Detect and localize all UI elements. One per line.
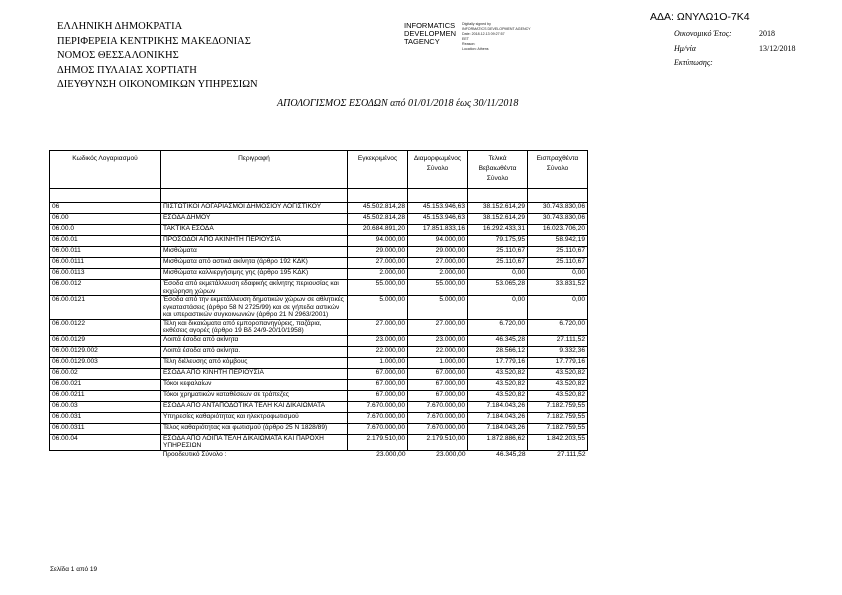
formed-cell: 17.851.833,16 [408, 225, 468, 236]
description-cell: Τόκοι χρηματικών καταθέσεων σε τράπεζες [161, 390, 348, 401]
formed-cell: 7.670.000,00 [408, 412, 468, 423]
collected-cell: 0,00 [528, 269, 588, 280]
approved-cell: 2.000,00 [348, 269, 408, 280]
formed-cell: 7.670.000,00 [408, 401, 468, 412]
table-subtotal [50, 450, 588, 461]
document-meta [674, 27, 795, 71]
account-code-cell: 06.00.03 [50, 401, 161, 412]
signature-line: TAGENCY [404, 37, 440, 46]
account-code-cell: 06.00.012 [50, 280, 161, 296]
certified-cell: 28.566,12 [468, 346, 528, 357]
collected-cell: 30.743.830,06 [528, 214, 588, 225]
description-cell: Τέλη διέλευσης από κόμβους [161, 357, 348, 368]
table-row [50, 335, 588, 346]
description-cell: Έσοδα από εκμετάλλευση εδαφικής ακίνητης περιουσίας και εκχώρηση χώρων [161, 280, 348, 296]
certified-cell: 7.184.043,26 [468, 401, 528, 412]
certified-cell: 46.345,28 [468, 335, 528, 346]
header-line: ΔΗΜΟΣ ΠΥΛΑΙΑΣ ΧΟΡΤΙΑΤΗ [57, 64, 197, 76]
certified-cell: 17.779,16 [468, 357, 528, 368]
spacer-cell [528, 189, 588, 203]
formed-cell: 22.000,00 [408, 346, 468, 357]
formed-cell: 5.000,00 [408, 296, 468, 320]
table-row [50, 258, 588, 269]
certified-cell: 25.110,67 [468, 247, 528, 258]
table-row [50, 357, 588, 368]
certified-cell: 16.292.433,31 [468, 225, 528, 236]
collected-cell: 6.720,00 [528, 319, 588, 335]
description-cell: ΠΡΟΣΟΔΟΙ ΑΠΟ ΑΚΙΝΗΤΗ ΠΕΡΙΟΥΣΙΑ [161, 236, 348, 247]
meta-value: 2018 [759, 29, 775, 38]
page-title: ΑΠΟΛΟΓΙΣΜΟΣ ΕΣΟΔΩΝ από 01/01/2018 έως 30/11/2018 [277, 98, 519, 109]
approved-cell: 55.000,00 [348, 280, 408, 296]
column-header: Εισπραχθέντα Σύνολο [528, 151, 588, 189]
formed-cell: 23.000,00 [408, 335, 468, 346]
approved-cell: 67.000,00 [348, 368, 408, 379]
column-header: Εγκεκριμένος [348, 151, 408, 189]
formed-cell: 2.000,00 [408, 269, 468, 280]
table-row [50, 269, 588, 280]
account-code-cell: 06.00.01 [50, 236, 161, 247]
certified-cell: 25.110,67 [468, 258, 528, 269]
collected-cell: 25.110,67 [528, 258, 588, 269]
organization-header [57, 20, 258, 93]
table-row [50, 401, 588, 412]
table-row [50, 214, 588, 225]
header-line: ΔΙΕΥΘΥΝΣΗ ΟΙΚΟΝΟΜΙΚΩΝ ΥΠΗΡΕΣΙΩΝ [57, 79, 258, 91]
account-code-cell: 06.00.021 [50, 379, 161, 390]
table-row [50, 379, 588, 390]
approved-cell: 94.000,00 [348, 236, 408, 247]
certified-cell: 43.520,82 [468, 390, 528, 401]
subtotal-collected: 27.111,52 [557, 450, 586, 458]
table-row [50, 319, 588, 335]
table-row [50, 225, 588, 236]
meta-label: Εκτύπωσης: [674, 58, 713, 67]
table-spacer-row [50, 189, 588, 203]
description-cell: Τέλη και δικαιώματα από εμποροπανηγύρεις, παζάρια, εκθέσεις αγορές (άρθρο 19 Βδ 24/9-20/10/1958) [161, 319, 348, 335]
column-header: Περιγραφή [161, 151, 348, 189]
signature-line: INFORMATICS [404, 21, 456, 30]
account-code-cell: 06.00.0122 [50, 319, 161, 335]
subtotal-label: Προοδευτικό Σύνολο : [162, 450, 227, 458]
description-cell: Έσοδα από την εκμετάλλευση δημοτικών χώρων σε αθλητικές εγκαταστάσεις (άρθρο 58 Ν 2725/99) και σε γήπεδα αστικών και υπεραστικών συγκοινωνιών (άρθρο 21 Ν 2963/2001) [161, 296, 348, 320]
approved-cell: 7.670.000,00 [348, 401, 408, 412]
meta-label: Ημ/νία [674, 43, 696, 53]
spacer-cell [161, 189, 348, 203]
subtotal-blank [50, 450, 161, 461]
column-header: Διαμορφωμένος Σύνολο [408, 151, 468, 189]
certified-cell: 43.520,82 [468, 368, 528, 379]
table-row [50, 434, 588, 450]
description-cell: Λοιπά έσοδα από ακίνητα. [161, 346, 348, 357]
formed-cell: 27.000,00 [408, 258, 468, 269]
account-code-cell: 06.00.0129 [50, 335, 161, 346]
certified-cell: 0,00 [468, 296, 528, 320]
certified-cell: 43.520,82 [468, 379, 528, 390]
collected-cell: 17.779,16 [528, 357, 588, 368]
subtotal-certified: 46.345,28 [496, 450, 526, 458]
certified-cell: 38.152.614,29 [468, 203, 528, 214]
table-header-row [50, 151, 588, 189]
table-body [50, 203, 588, 451]
approved-cell: 67.000,00 [348, 390, 408, 401]
certified-cell: 79.175,95 [468, 236, 528, 247]
certified-cell: 6.720,00 [468, 319, 528, 335]
account-code-cell: 06.00.02 [50, 368, 161, 379]
spacer-cell [408, 189, 468, 203]
collected-cell: 16.023.706,20 [528, 225, 588, 236]
account-code-cell: 06.00.0 [50, 225, 161, 236]
approved-cell: 5.000,00 [348, 296, 408, 320]
collected-cell: 30.743.830,06 [528, 203, 588, 214]
approved-cell: 29.000,00 [348, 247, 408, 258]
collected-cell: 1.842.203,55 [528, 434, 588, 450]
collected-cell: 0,00 [528, 296, 588, 320]
signature-detail-line: EET [462, 37, 469, 41]
spacer-cell [468, 189, 528, 203]
page-footer: Σελίδα 1 από 19 [50, 566, 98, 573]
account-code-cell: 06.00.0113 [50, 269, 161, 280]
signature-detail-line: INFORMATICS DEVELOPMENT AGENCY [462, 27, 531, 31]
meta-label: Οικονομικό Έτος: [674, 29, 732, 38]
certified-cell: 7.184.043,26 [468, 412, 528, 423]
meta-value: 13/12/2018 [759, 43, 796, 53]
collected-cell: 7.182.759,55 [528, 401, 588, 412]
subtotal-formed: 23.000,00 [436, 450, 466, 458]
subtotal-approved: 23.000,00 [376, 450, 406, 458]
formed-cell: 2.179.510,00 [408, 434, 468, 450]
header-line: ΕΛΛΗΝΙΚΗ ΔΗΜΟΚΡΑΤΙΑ [57, 21, 183, 32]
description-cell: Μισθώματα [161, 247, 348, 258]
signature-detail-line: Reason: [462, 42, 476, 46]
account-code-cell: 06 [50, 203, 161, 214]
table-row [50, 368, 588, 379]
description-cell: Τέλος καθαριότητας και φωτισμού (άρθρο 25 Ν 1828/89) [161, 423, 348, 434]
formed-cell: 45.153.946,63 [408, 214, 468, 225]
signature-detail-line: Location: Athens [462, 47, 489, 51]
description-cell: ΠΙΣΤΩΤΙΚΟΙ ΛΟΓΑΡΙΑΣΜΟΙ ΔΗΜΟΣΙΟΥ ΛΟΓΙΣΤΙΚΟΥ [161, 203, 348, 214]
account-code-cell: 06.00.04 [50, 434, 161, 450]
collected-cell: 9.332,36 [528, 346, 588, 357]
signature-line: DEVELOPMEN [404, 29, 457, 38]
header-line: ΠΕΡΙΦΕΡΕΙΑ ΚΕΝΤΡΙΚΗΣ ΜΑΚΕΔΟΝΙΑΣ [57, 35, 251, 47]
column-header: Κωδικός Λογαριασμού [50, 151, 161, 189]
description-cell: ΤΑΚΤΙΚΑ ΕΣΟΔΑ [161, 225, 348, 236]
account-code-cell: 06.00.011 [50, 247, 161, 258]
collected-cell: 43.520,82 [528, 379, 588, 390]
meta-row [674, 56, 795, 71]
account-code-cell: 06.00.0311 [50, 423, 161, 434]
formed-cell: 45.153.946,63 [408, 203, 468, 214]
description-cell: Υπηρεσίες καθαριότητας και ηλεκτροφωτισμού [161, 412, 348, 423]
account-code-cell: 06.00.0111 [50, 258, 161, 269]
approved-cell: 67.000,00 [348, 379, 408, 390]
description-cell: ΕΣΟΔΑ ΑΠΟ ΛΟΙΠΑ ΤΕΛΗ ΔΙΚΑΙΩΜΑΤΑ ΚΑΙ ΠΑΡΟΧΗ ΥΠΗΡΕΣΙΩΝ [161, 434, 348, 450]
digital-signature [404, 22, 456, 46]
description-cell: ΕΣΟΔΑ ΑΠΟ ΚΙΝΗΤΗ ΠΕΡΙΟΥΣΙΑ [161, 368, 348, 379]
description-cell: ΕΣΟΔΑ ΑΠΟ ΑΝΤΑΠΟΔΟΤΙΚΑ ΤΕΛΗ ΚΑΙ ΔΙΚΑΙΩΜΑΤΑ [161, 401, 348, 412]
approved-cell: 27.000,00 [348, 319, 408, 335]
signature-detail-line: Date: 2018.12.13 09:27:57 [462, 32, 505, 36]
approved-cell: 45.502.814,28 [348, 214, 408, 225]
subtotal-row [50, 450, 588, 461]
table-row [50, 280, 588, 296]
formed-cell: 94.000,00 [408, 236, 468, 247]
meta-row [674, 42, 795, 57]
table-row [50, 346, 588, 357]
ada-code: ΑΔΑ: ΩΝΥΛΩ1Ο-7Κ4 [650, 11, 750, 23]
account-code-cell: 06.00.0129.003 [50, 357, 161, 368]
approved-cell: 27.000,00 [348, 258, 408, 269]
certified-cell: 7.184.043,26 [468, 423, 528, 434]
collected-cell: 43.520,82 [528, 390, 588, 401]
revenue-table [49, 150, 588, 461]
formed-cell: 27.000,00 [408, 319, 468, 335]
approved-cell: 1.000,00 [348, 357, 408, 368]
table-row [50, 296, 588, 320]
account-code-cell: 06.00.0121 [50, 296, 161, 320]
approved-cell: 2.179.510,00 [348, 434, 408, 450]
description-cell: ΕΣΟΔΑ ΔΗΜΟΥ [161, 214, 348, 225]
table-row [50, 247, 588, 258]
description-cell: Μισθώματα από αστικά ακίνητα (άρθρο 192 ΚΔΚ) [161, 258, 348, 269]
signature-details [462, 22, 531, 52]
formed-cell: 1.000,00 [408, 357, 468, 368]
collected-cell: 7.182.759,55 [528, 423, 588, 434]
formed-cell: 67.000,00 [408, 390, 468, 401]
header-line: ΝΟΜΟΣ ΘΕΣΣΑΛΟΝΙΚΗΣ [57, 50, 179, 62]
collected-cell: 25.110,67 [528, 247, 588, 258]
collected-cell: 27.111,52 [528, 335, 588, 346]
description-cell: Τόκοι κεφαλαίων [161, 379, 348, 390]
approved-cell: 23.000,00 [348, 335, 408, 346]
table-row [50, 236, 588, 247]
signature-detail-line: Digitally signed by [462, 22, 491, 26]
certified-cell: 0,00 [468, 269, 528, 280]
table-row [50, 390, 588, 401]
formed-cell: 7.670.000,00 [408, 423, 468, 434]
collected-cell: 58.942,19 [528, 236, 588, 247]
spacer-cell [50, 189, 161, 203]
certified-cell: 38.152.614,29 [468, 214, 528, 225]
approved-cell: 7.670.000,00 [348, 412, 408, 423]
account-code-cell: 06.00 [50, 214, 161, 225]
collected-cell: 7.182.759,55 [528, 412, 588, 423]
description-cell: Μισθώματα καλλιεργήσιμης γης (άρθρο 195 ΚΔΚ) [161, 269, 348, 280]
meta-row [674, 27, 795, 42]
account-code-cell: 06.00.0129.002 [50, 346, 161, 357]
collected-cell: 43.520,82 [528, 368, 588, 379]
table-row [50, 203, 588, 214]
table-row [50, 412, 588, 423]
approved-cell: 45.502.814,28 [348, 203, 408, 214]
spacer-cell [348, 189, 408, 203]
description-cell: Λοιπά έσοδα από ακίνητα [161, 335, 348, 346]
certified-cell: 1.872.886,62 [468, 434, 528, 450]
approved-cell: 7.670.000,00 [348, 423, 408, 434]
formed-cell: 29.000,00 [408, 247, 468, 258]
column-header: Τελικά Βεβαιωθέντα Σύνολο [468, 151, 528, 189]
formed-cell: 55.000,00 [408, 280, 468, 296]
collected-cell: 33.831,52 [528, 280, 588, 296]
approved-cell: 20.684.891,20 [348, 225, 408, 236]
certified-cell: 53.065,28 [468, 280, 528, 296]
formed-cell: 67.000,00 [408, 379, 468, 390]
approved-cell: 22.000,00 [348, 346, 408, 357]
account-code-cell: 06.00.0211 [50, 390, 161, 401]
table-row [50, 423, 588, 434]
account-code-cell: 06.00.031 [50, 412, 161, 423]
formed-cell: 67.000,00 [408, 368, 468, 379]
